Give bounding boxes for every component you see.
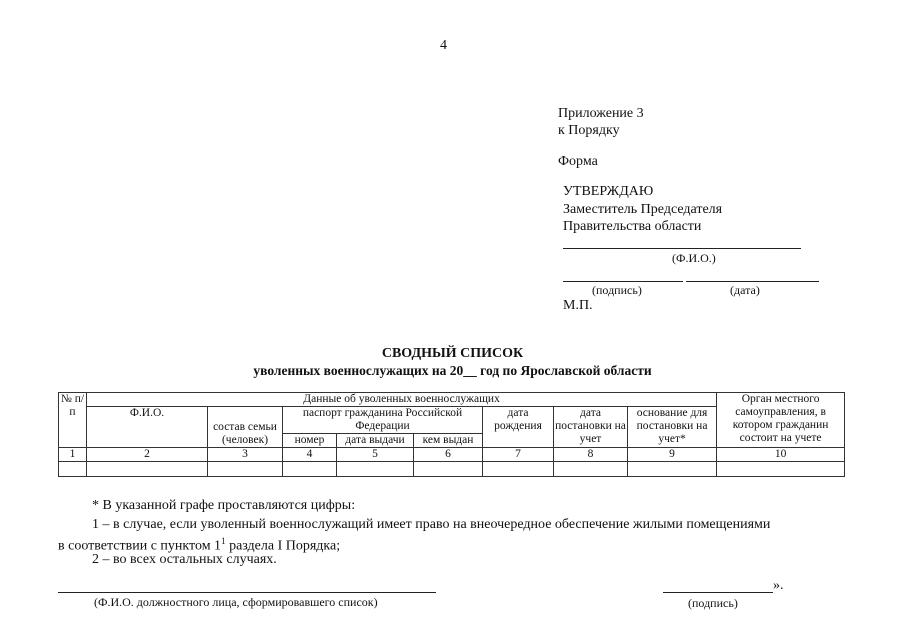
col-family-header: состав семьи (человек) (208, 407, 283, 448)
footnote-line-4: 2 – во всех остальных случаях. (92, 552, 277, 567)
table-cell: 1 (59, 448, 87, 462)
table-cell: 5 (337, 448, 414, 462)
col-issued-by-header: кем выдан (414, 434, 483, 448)
table-cell: 6 (414, 448, 483, 462)
col-basis-header: основание для постановки на учет* (628, 407, 717, 448)
table-cell: 9 (628, 448, 717, 462)
document-title: СВОДНЫЙ СПИСОК (381, 346, 524, 361)
table-number-row (59, 448, 845, 462)
col-number-header: номер (283, 434, 337, 448)
col-no-header: № п/п (59, 393, 87, 448)
summary-table (58, 392, 845, 477)
form-label: Форма (558, 154, 598, 169)
table-cell: 3 (208, 448, 283, 462)
table-cell: 2 (87, 448, 208, 462)
col-fio-header: Ф.И.О. (87, 407, 208, 448)
table-empty-row (59, 462, 845, 477)
stamp-label: М.П. (563, 298, 593, 313)
table-cell: 7 (483, 448, 554, 462)
col-issue-date-header: дата выдачи (337, 434, 414, 448)
col-birth-header: дата рождения (483, 407, 554, 448)
date-caption: (дата) (730, 283, 760, 297)
approve-title: УТВЕРЖДАЮ (563, 184, 654, 199)
closing-quote: ». (773, 578, 784, 593)
footnote-line-1: * В указанной графе проставляются цифры: (92, 498, 356, 513)
passport-header: паспорт гражданина Российской Федерации (283, 407, 483, 434)
signature-caption: (подпись) (592, 283, 642, 297)
col-authority-header: Орган местного самоуправления, в котором гражданин состоит на учете (717, 393, 845, 448)
fio-signature-line (563, 248, 801, 249)
group-header: Данные об уволенных военнослужащих (87, 393, 717, 407)
date-line (686, 281, 819, 282)
footnote-line-2: 1 – в случае, если уволенный военнослужащий имеет право на внеочередное обеспечение жилыми помещениями (92, 517, 771, 532)
approve-line-2: Правительства области (563, 219, 702, 234)
official-caption: (Ф.И.О. должностного лица, сформировавшего список) (94, 595, 378, 609)
official-line (58, 592, 436, 593)
table-cell: 4 (283, 448, 337, 462)
bottom-signature-caption: (подпись) (688, 596, 738, 610)
col-reg-date-header: дата постановки на учет (554, 407, 628, 448)
approve-line-1: Заместитель Председателя (563, 202, 723, 217)
appendix-line-2: к Порядку (558, 123, 620, 138)
table-cell: 10 (717, 448, 845, 462)
document-subtitle: уволенных военнослужащих на 20__ год по Ярославской области (253, 363, 652, 378)
page-number: 4 (440, 38, 447, 53)
bottom-signature-line (663, 592, 773, 593)
signature-line (563, 281, 683, 282)
fio-caption: (Ф.И.О.) (672, 251, 716, 265)
footnote-line-3: в соответствии с пунктом $1^1$ раздела I Порядка; (58, 536, 341, 554)
appendix-line-1: Приложение 3 (558, 106, 644, 121)
table-cell: 8 (554, 448, 628, 462)
